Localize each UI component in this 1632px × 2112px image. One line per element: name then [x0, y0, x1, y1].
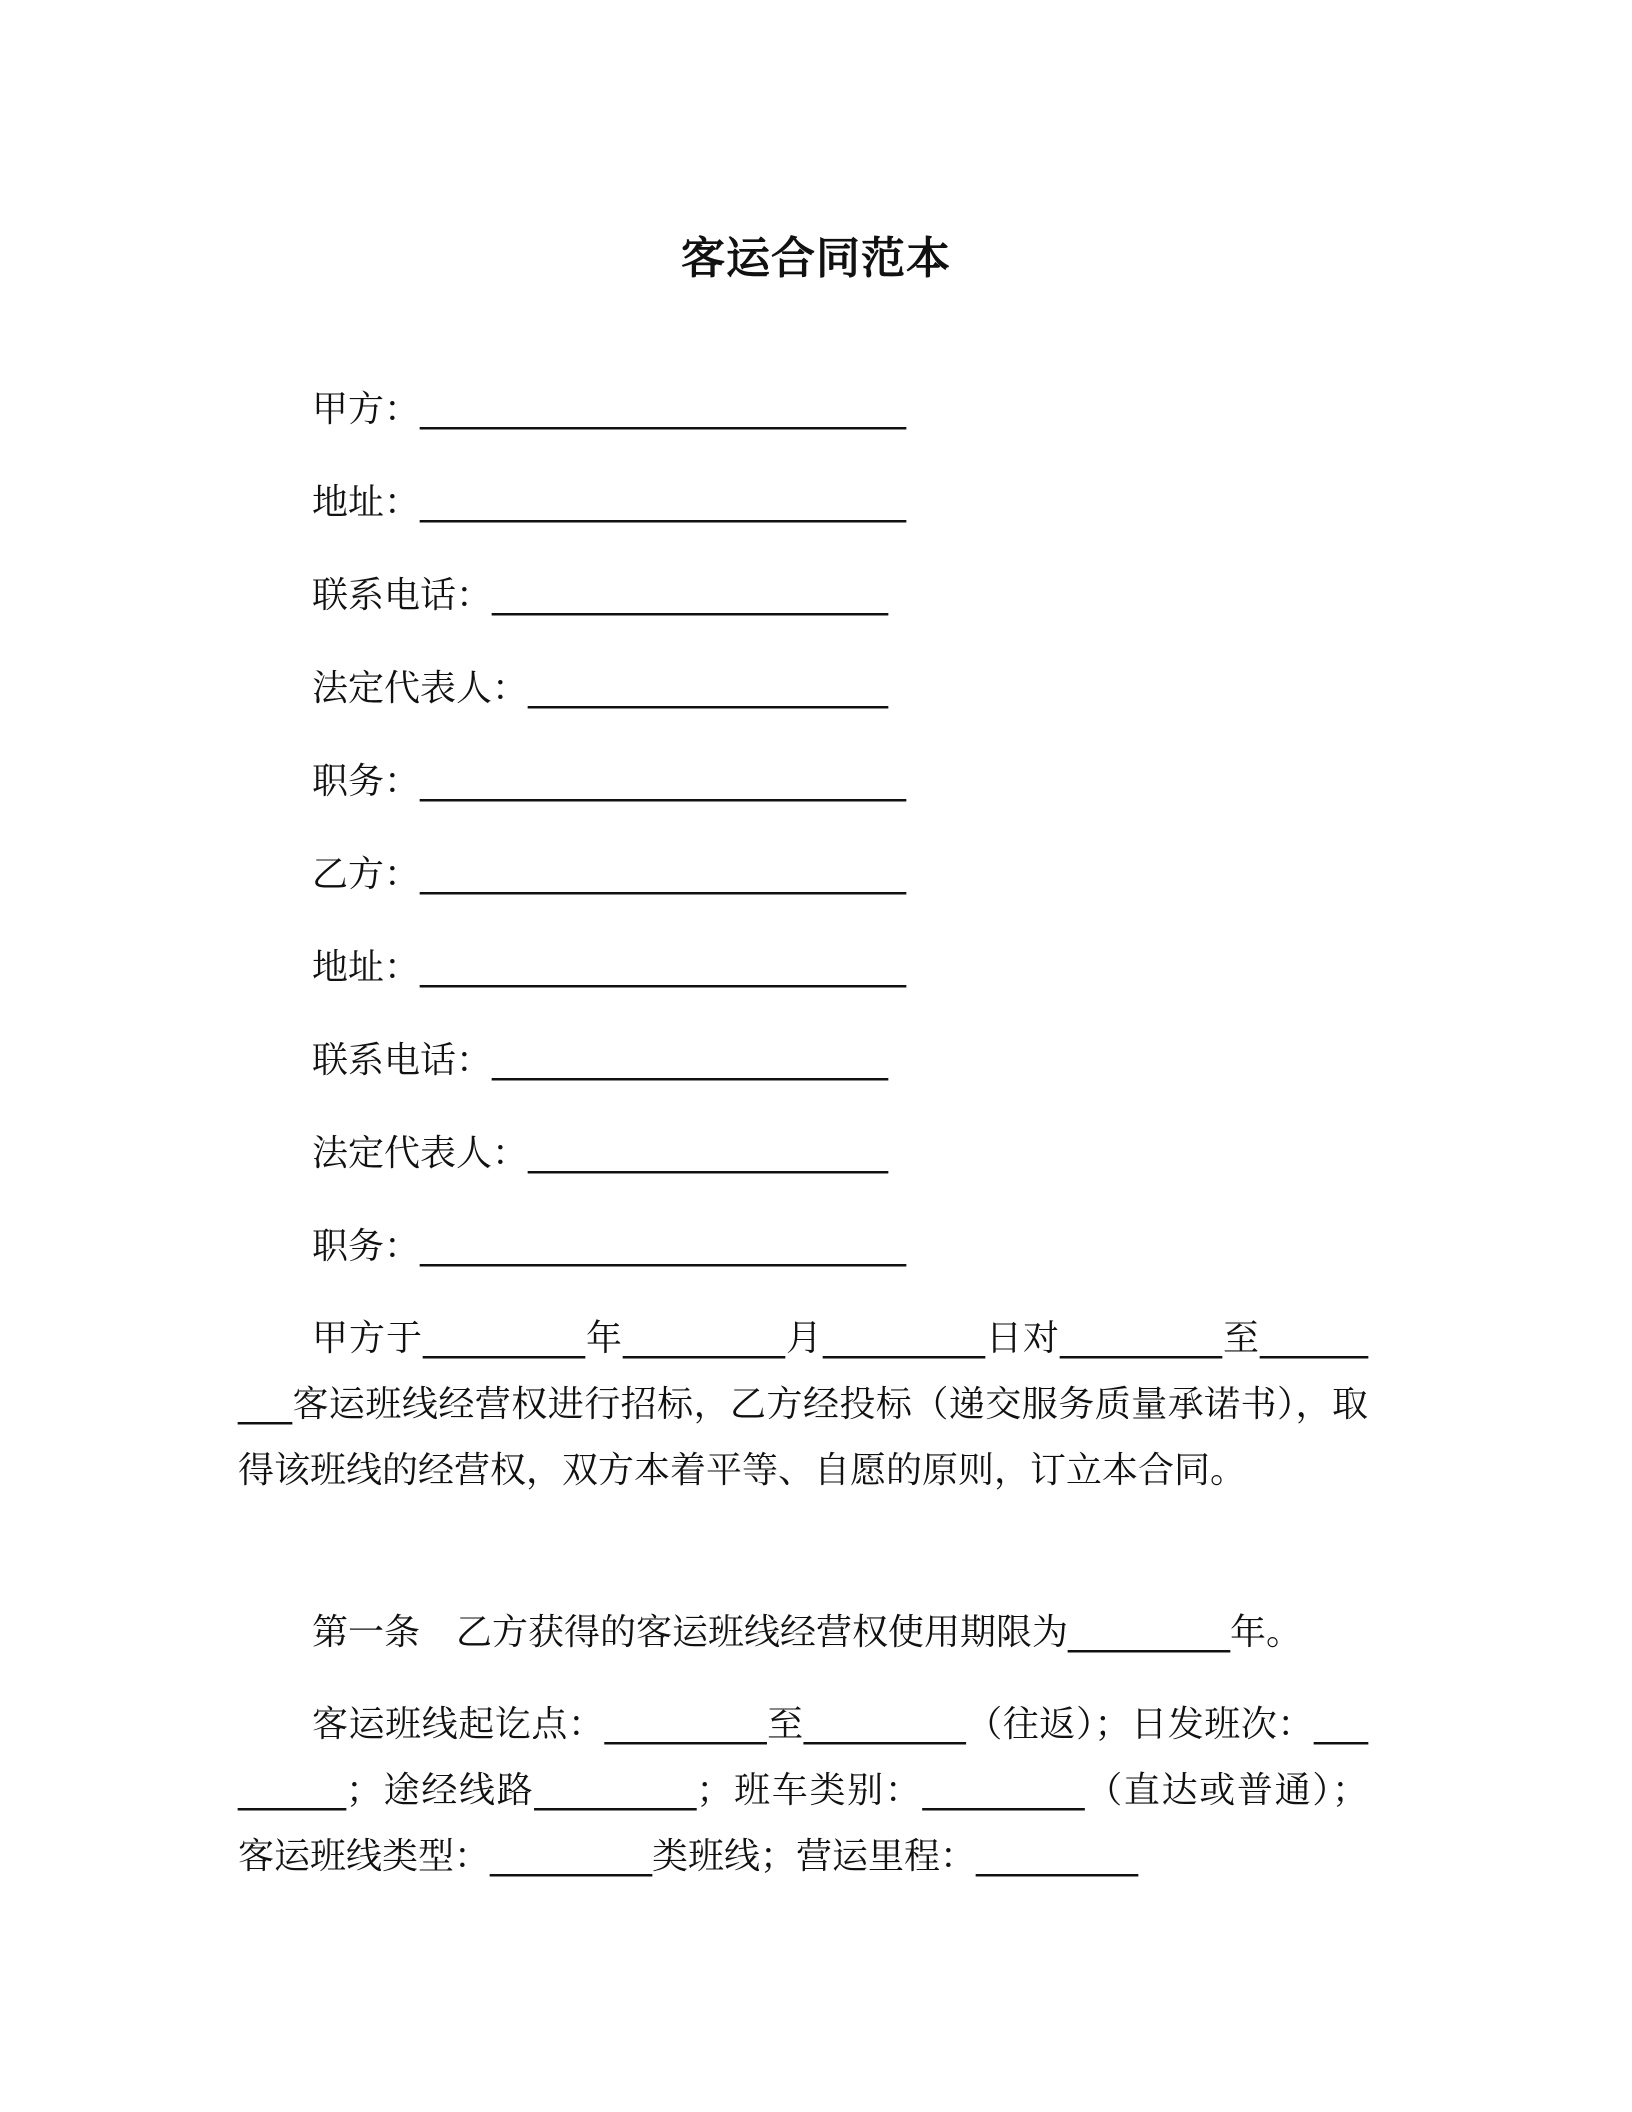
party-a-position-field: 职务：___________________________	[312, 761, 907, 802]
route-details-paragraph: 客运班线起讫点：_________至_________（往返）；日发班次：_________；途经线路_________；班车类别：_________（直达或普通）；客运班线类型：_________类班线；营运里程：_________	[238, 1704, 1368, 1877]
party-a-name-field: 甲方：___________________________	[312, 389, 907, 430]
party-a-legal-rep-field: 法定代表人：____________________	[312, 668, 889, 709]
party-a-address-field: 地址：___________________________	[312, 482, 907, 523]
intro-paragraph: 甲方于_________年_________月_________日对_________至_________客运班线经营权进行招标，乙方经投标（递交服务质量承诺书），取得该班线的经营权，双方本着平等、自愿的原则，订立本合同。	[238, 1318, 1368, 1491]
party-b-position-field: 职务：___________________________	[312, 1226, 907, 1267]
article-one-paragraph: 第一条 乙方获得的客运班线经营权使用期限为_________年。	[312, 1612, 1303, 1653]
party-b-legal-rep-field: 法定代表人：____________________	[312, 1133, 889, 1174]
party-b-name-field: 乙方：___________________________	[312, 854, 907, 895]
party-b-phone-field: 联系电话：______________________	[312, 1040, 889, 1081]
party-a-phone-field: 联系电话：______________________	[312, 575, 889, 616]
party-b-address-field: 地址：___________________________	[312, 947, 907, 988]
document-title: 客运合同范本	[681, 233, 951, 284]
